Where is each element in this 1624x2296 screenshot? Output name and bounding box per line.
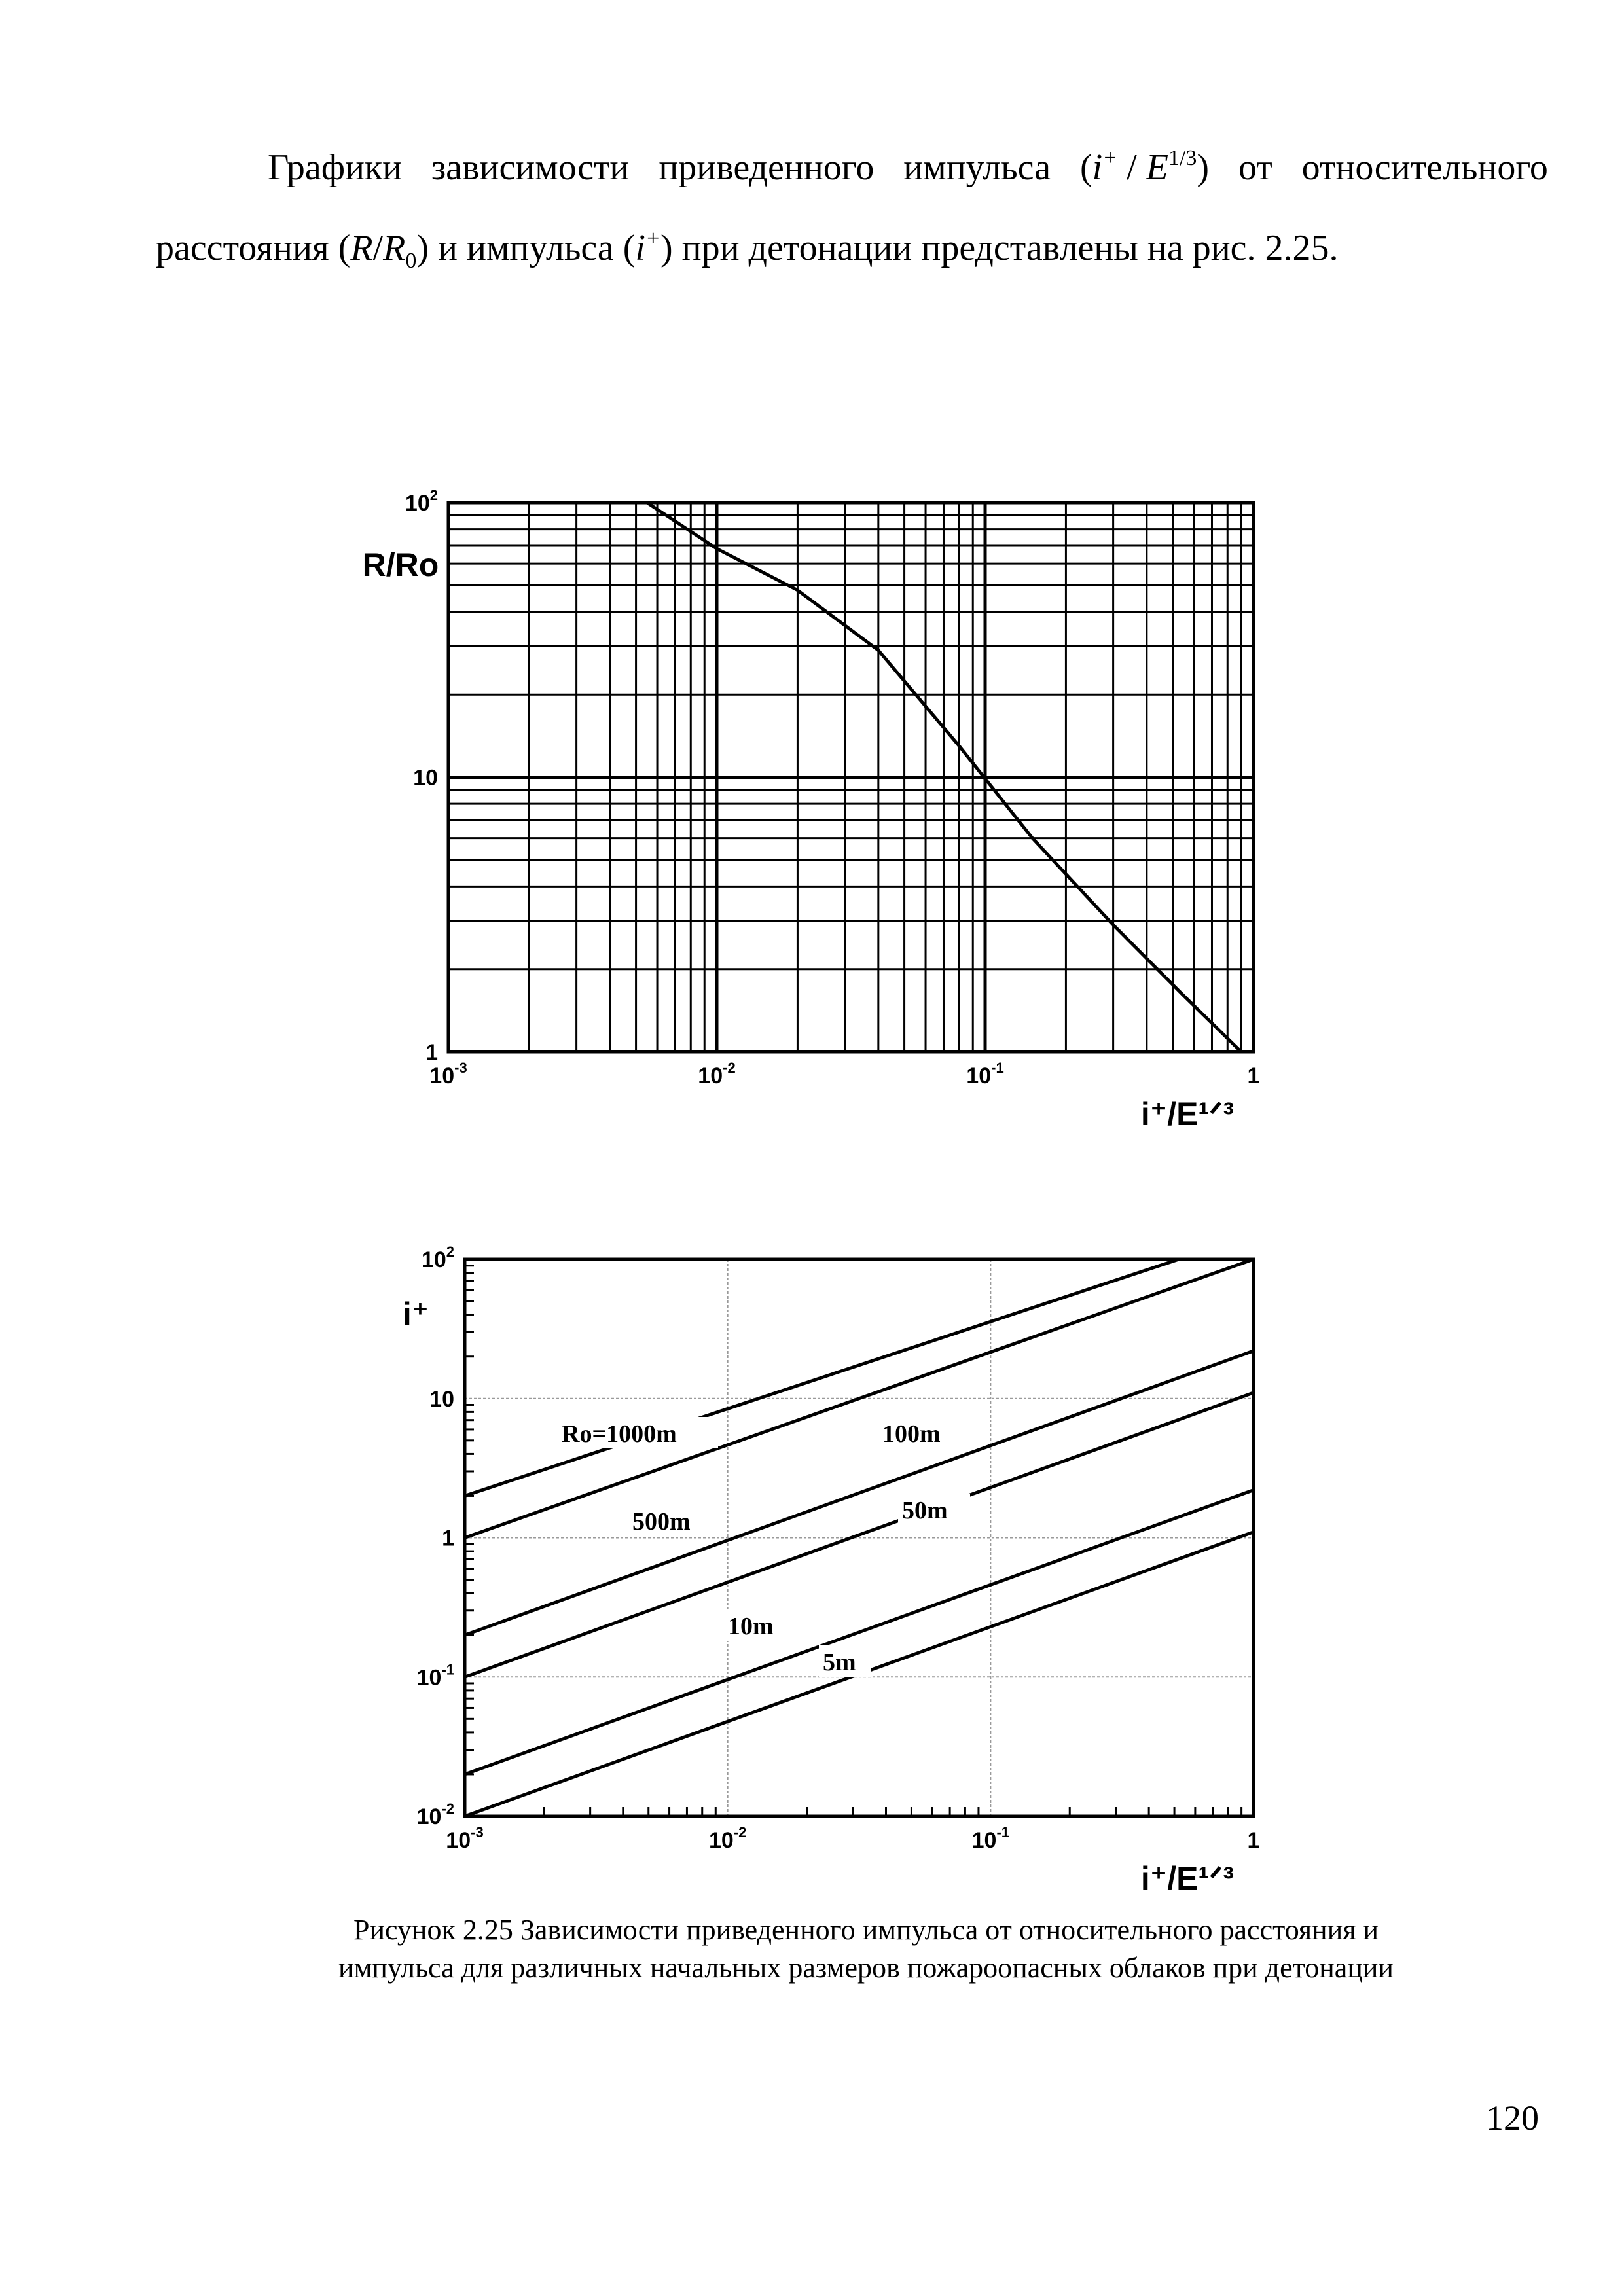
formula-impulse: (i+) [623,226,673,268]
figure-caption [156,1911,1576,1987]
y-tick-label: 1 [425,1040,438,1065]
x-tick-label: $10^{-2}$ [698,1060,736,1088]
intro-text: и импульса [438,228,614,268]
y-tick-label: $10^{-2}$ [416,1801,454,1829]
y-tick-label: 1 [442,1526,454,1551]
x-tick-label: $10^{-1}$ [966,1060,1004,1088]
intro-text: расстояния [156,228,329,268]
intro-word: импульса [903,147,1051,188]
series-annotation: 10m [728,1613,774,1640]
intro-word: Графики [268,147,403,188]
intro-word: зависимости [431,147,630,188]
y-tick-label: $10^2$ [421,1244,454,1272]
series-line [465,1490,1254,1774]
x-axis-label: i⁺/E¹ᐟ³ [1140,1860,1234,1897]
caption-line-1: Рисунок 2.25 Зависимости приведенного импульса от относительного расстояния и [353,1914,1379,1946]
y-tick-label: $10^2$ [405,487,438,516]
formula-distance-ratio: $(R/R_0)$ [338,228,429,273]
x-axis-label: i⁺/E¹ᐟ³ [1140,1096,1234,1132]
series-line [465,1351,1254,1635]
x-tick-label: 1 [1247,1828,1260,1853]
page-number: 120 [1486,2098,1539,2138]
intro-text: при детонации представлены на рис. 2.25. [681,228,1339,268]
series-annotation: Ro=1000m [562,1420,677,1448]
x-tick-label: $10^{-3}$ [446,1824,484,1853]
y-tick-label: $10^{-1}$ [416,1661,454,1691]
x-tick-label: $10^{-1}$ [971,1824,1010,1853]
x-tick-label: $10^{-2}$ [708,1824,747,1853]
x-tick-label: 1 [1247,1064,1260,1088]
x-tick-label: $10^{-3}$ [429,1060,467,1088]
intro-word: приведенного [659,147,875,188]
series-annotation: 100m [882,1420,941,1448]
intro-word: от [1238,147,1272,188]
y-tick-label: 10 [413,765,438,791]
y-tick-label: 10 [429,1386,454,1412]
formula-impulse-ratio: $(i^+ / E^{1/3})$ [1080,146,1210,188]
series-line [465,1259,1179,1496]
series-annotation: 50m [902,1497,948,1524]
y-axis-label: R/Ro [362,547,439,583]
series-annotation: 5m [823,1649,856,1676]
y-axis-label: i⁺ [402,1296,429,1333]
intro-word: относительного [1301,147,1548,188]
caption-line-2: импульса для различных начальных размеров пожароопасных облаков при детонации [338,1952,1394,1984]
series-annotation: 500m [632,1508,691,1535]
